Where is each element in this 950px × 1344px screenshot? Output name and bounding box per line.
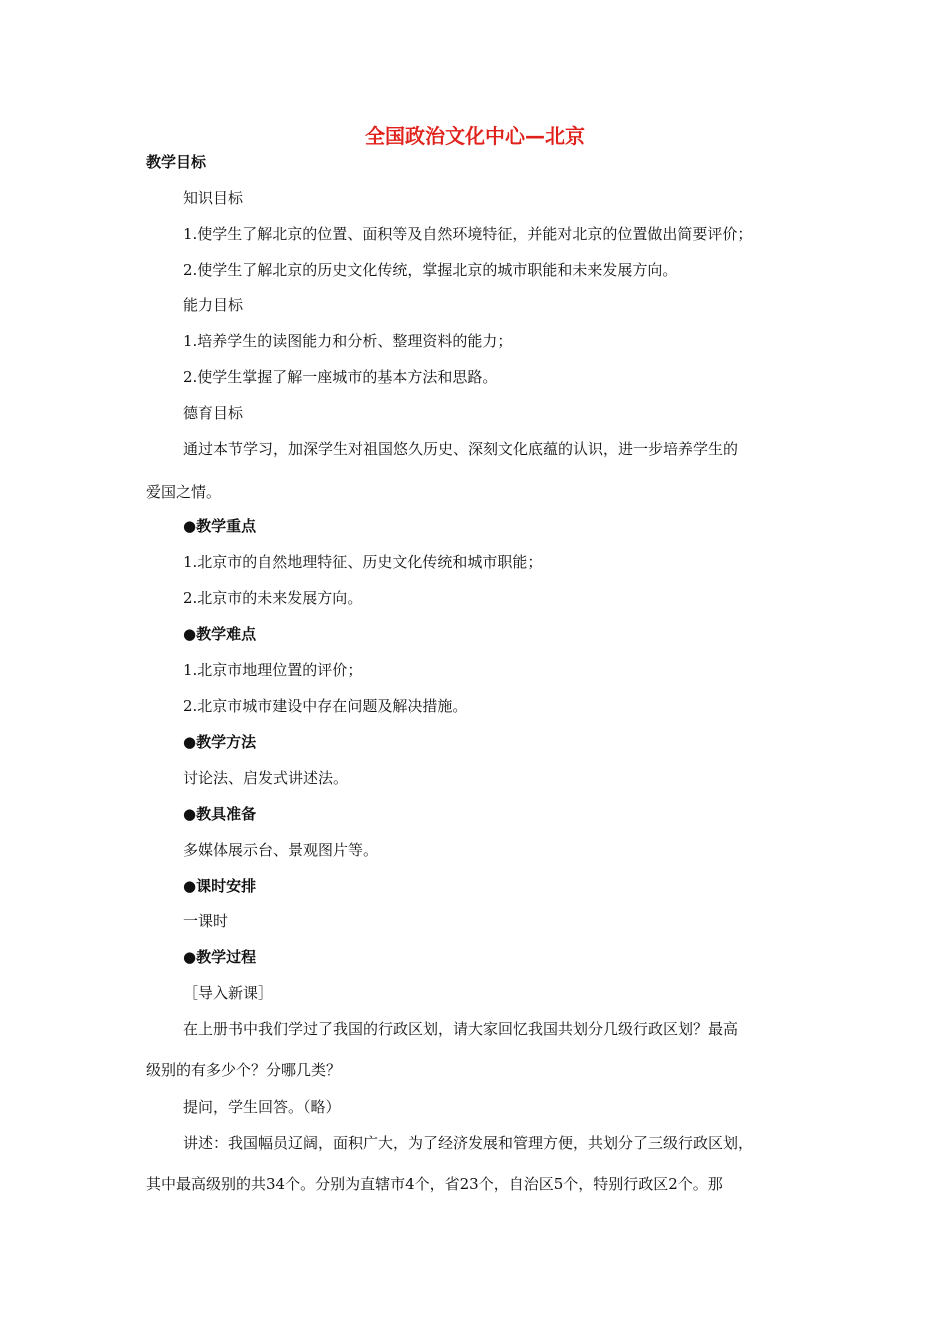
- document-title: 全国政治文化中心—北京: [365, 124, 585, 148]
- introduction-text-line-2: 级别的有多少个？分哪几类？: [146, 1061, 342, 1079]
- subheading-ability-goals: 能力目标: [183, 296, 244, 314]
- key-point-1: 1.北京市的自然地理特征、历史文化传统和城市职能；: [183, 553, 543, 571]
- subheading-moral-goals: 德育目标: [183, 404, 244, 422]
- question-answer-text: 提问，学生回答。（略）: [183, 1098, 341, 1116]
- ability-goal-1: 1.培养学生的读图能力和分析、整理资料的能力；: [183, 332, 513, 350]
- teaching-aids-text: 多媒体展示台、景观图片等。: [183, 841, 379, 859]
- section-heading-methods: ●教学方法: [183, 733, 257, 751]
- subheading-knowledge-goals: 知识目标: [183, 189, 244, 207]
- moral-goal-text-line-2: 爱国之情。: [146, 483, 222, 501]
- section-heading-key-points: ●教学重点: [183, 517, 257, 535]
- key-point-2: 2.北京市的未来发展方向。: [183, 589, 363, 607]
- section-heading-difficulties: ●教学难点: [183, 625, 257, 643]
- ability-goal-2: 2.使学生掌握了解一座城市的基本方法和思路。: [183, 368, 498, 386]
- section-heading-process: ●教学过程: [183, 948, 257, 966]
- difficulty-1: 1.北京市地理位置的评价；: [183, 661, 363, 679]
- narration-text-line-1: 讲述：我国幅员辽阔，面积广大，为了经济发展和管理方便，共划分了三级行政区划，: [183, 1134, 754, 1152]
- moral-goal-text-line-1: 通过本节学习，加深学生对祖国悠久历史、深刻文化底蕴的认识，进一步培养学生的: [183, 440, 739, 458]
- section-heading-schedule: ●课时安排: [183, 877, 257, 895]
- introduction-text-line-1: 在上册书中我们学过了我国的行政区划，请大家回忆我国共划分几级行政区划？最高: [183, 1020, 739, 1038]
- difficulty-2: 2.北京市城市建设中存在问题及解决措施。: [183, 697, 468, 715]
- knowledge-goal-1: 1.使学生了解北京的位置、面积等及自然环境特征，并能对北京的位置做出简要评价；: [183, 225, 753, 243]
- schedule-text: 一课时: [183, 912, 229, 930]
- narration-text-line-2: 其中最高级别的共34个。分别为直辖市4个，省23个，自治区5个，特别行政区2个。那: [146, 1175, 723, 1193]
- section-heading-teaching-aids: ●教具准备: [183, 805, 257, 823]
- subheading-introduction: ［导入新课］: [183, 984, 274, 1002]
- section-heading-teaching-goals: 教学目标: [146, 153, 207, 171]
- knowledge-goal-2: 2.使学生了解北京的历史文化传统，掌握北京的城市职能和未来发展方向。: [183, 261, 678, 279]
- methods-text: 讨论法、启发式讲述法。: [183, 769, 349, 787]
